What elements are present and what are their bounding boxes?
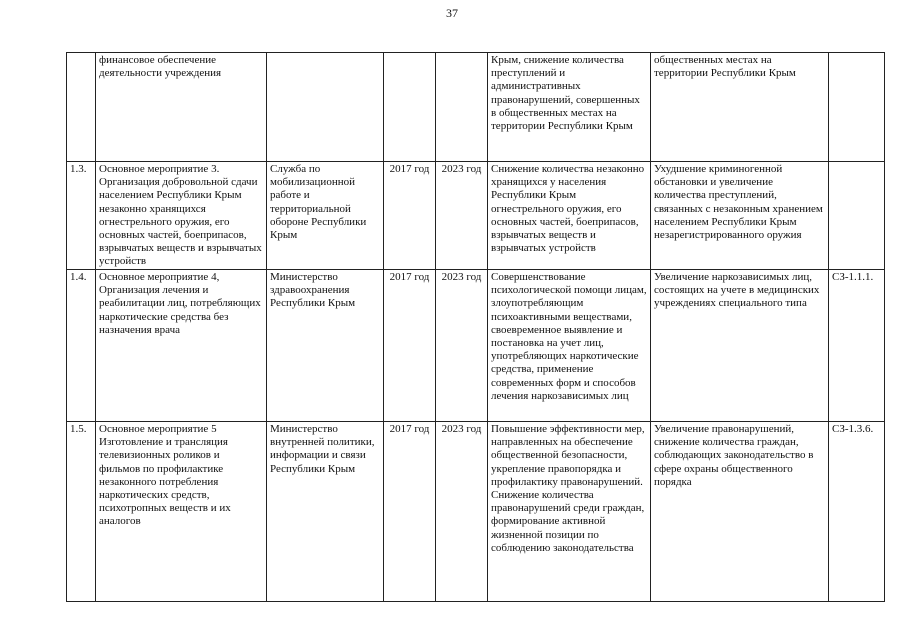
cell-number [67, 53, 96, 162]
cell-expected-result: Совершенствование психологической помощи лицам, злоупотребляющим психоактивными веществами, своевременное выявление и постановка на учет лиц, употребляющих наркотические средства, применение современных форм и способов лечения наркозависимых лиц [488, 270, 651, 422]
cell-consequence: Увеличение наркозависимых лиц, состоящих на учете в медицинских учреждениях специального типа [651, 270, 829, 422]
cell-end-year: 2023 год [436, 270, 488, 422]
page-number: 37 [446, 6, 458, 20]
cell-number: 1.5. [67, 422, 96, 602]
cell-activity-name: Основное мероприятие 3. Организация добровольной сдачи населением Республики Крым незаконно хранящихся огнестрельного оружия, его основных частей, боеприпасов, взрывчатых веществ и взрывчатых устройств [96, 162, 267, 270]
cell-number: 1.3. [67, 162, 96, 270]
table-row [67, 162, 885, 270]
cell-consequence: общественных местах на территории Республики Крым [651, 53, 829, 162]
cell-executor: Служба по мобилизационной работе и территориальной обороне Республики Крым [267, 162, 384, 270]
cell-indicator: СЗ-1.1.1. [829, 270, 885, 422]
cell-indicator: СЗ-1.3.6. [829, 422, 885, 602]
table-row [67, 270, 885, 422]
cell-consequence: Увеличение правонарушений, снижение количества граждан, соблюдающих законодательство в сфере охраны общественного порядка [651, 422, 829, 602]
cell-number: 1.4. [67, 270, 96, 422]
cell-activity-name: финансовое обеспечение деятельности учреждения [96, 53, 267, 162]
cell-end-year: 2023 год [436, 162, 488, 270]
cell-executor: Министерство внутренней политики, информации и связи Республики Крым [267, 422, 384, 602]
cell-expected-result: Снижение количества незаконно хранящихся у населения Республики Крым огнестрельного оружия, его основных частей, боеприпасов, взрывчатых веществ и взрывчатых устройств [488, 162, 651, 270]
cell-expected-result: Крым, снижение количества преступлений и административных правонарушений, совершенных в общественных местах на территории Республики Крым [488, 53, 651, 162]
cell-executor: Министерство здравоохранения Республики Крым [267, 270, 384, 422]
cell-expected-result: Повышение эффективности мер, направленных на обеспечение общественной безопасности, укрепление правопорядка и профилактику правонарушений. Снижение количества правонарушений среди граждан, формирование активной жизненной позиции по соблюдению законодательства [488, 422, 651, 602]
cell-indicator [829, 53, 885, 162]
cell-activity-name: Основное мероприятие 5 Изготовление и трансляция телевизионных роликов и фильмов по профилактике незаконного потребления наркотических средств, психотропных веществ и их аналогов [96, 422, 267, 602]
cell-indicator [829, 162, 885, 270]
cell-end-year: 2023 год [436, 422, 488, 602]
cell-start-year [384, 53, 436, 162]
cell-start-year: 2017 год [384, 270, 436, 422]
table-row [67, 422, 885, 602]
cell-start-year: 2017 год [384, 422, 436, 602]
program-activities-table [66, 52, 885, 602]
table-row [67, 53, 885, 162]
cell-consequence: Ухудшение криминогенной обстановки и увеличение количества преступлений, связанных с незаконным хранением населением Республики Крым незарегистрированного оружия [651, 162, 829, 270]
cell-activity-name: Основное мероприятие 4, Организация лечения и реабилитации лиц, потребляющих наркотические средства без назначения врача [96, 270, 267, 422]
cell-executor [267, 53, 384, 162]
cell-end-year [436, 53, 488, 162]
cell-start-year: 2017 год [384, 162, 436, 270]
